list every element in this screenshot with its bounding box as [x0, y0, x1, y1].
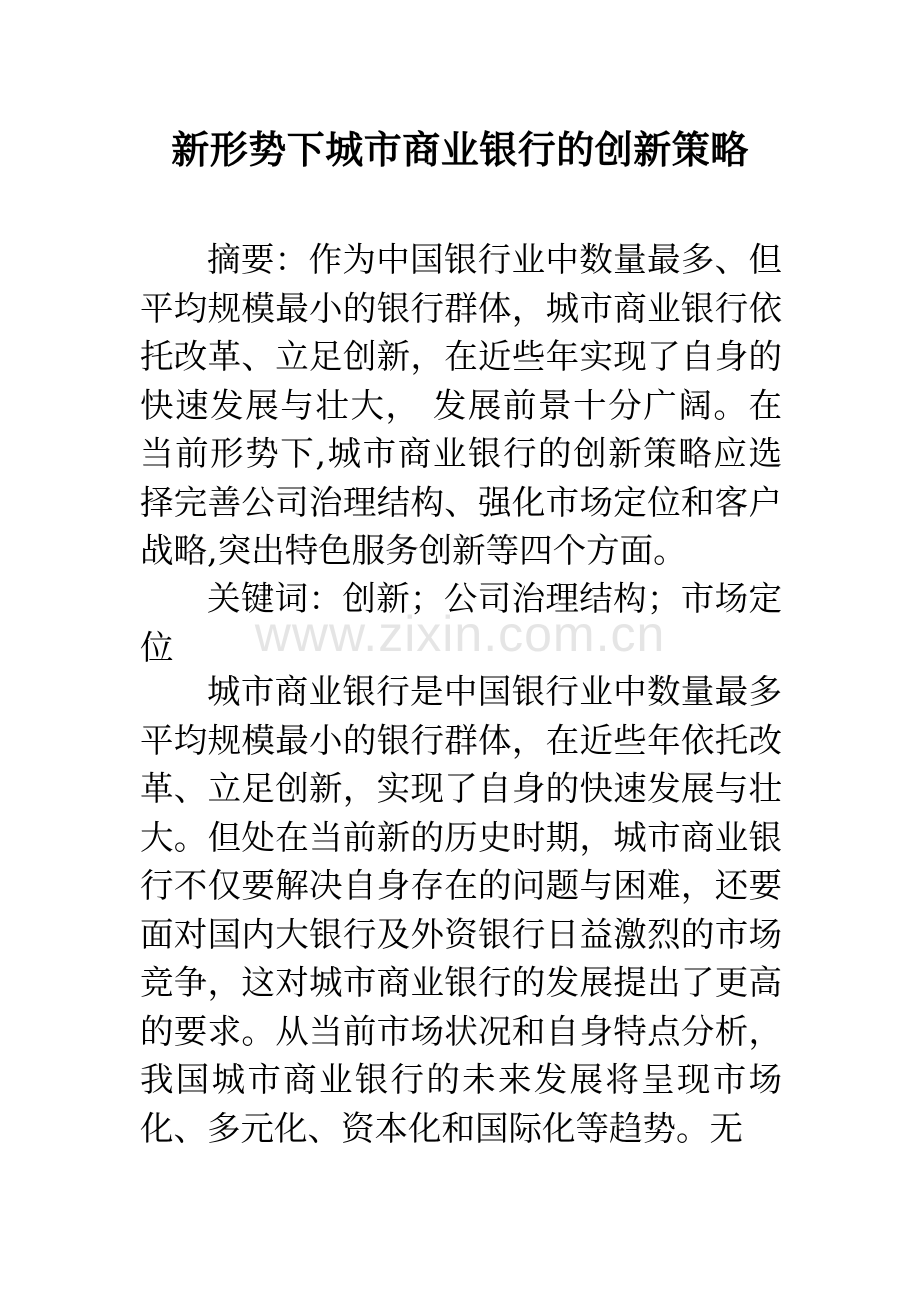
keywords-paragraph: 关键词：创新；公司治理结构；市场定位	[140, 579, 782, 667]
document-title: 新形势下城市商业银行的创新策略	[171, 127, 749, 172]
keywords-section	[140, 575, 782, 672]
abstract-section	[140, 236, 782, 576]
abstract-paragraph: 摘要：作为中国银行业中数量最多、但平均规模最小的银行群体，城市商业银行依托改革、立足创新，在近些年实现了自身的快速发展与壮大， 发展前景十分广阔。在当前形势下,城市商业银行的创新策略应选择完善公司治理结构、强化市场定位和客户战略,突出特色服务创新等四个方面。	[140, 240, 782, 570]
main-body-section	[140, 668, 782, 1153]
watermark-text: www.zixin.com.cn	[254, 606, 666, 662]
body-paragraph: 城市商业银行是中国银行业中数量最多平均规模最小的银行群体，在近些年依托改革、立足创新，实现了自身的快速发展与壮大。但处在当前新的历史时期，城市商业银行不仅要解决自身存在的问题与困难，还要面对国内大银行及外资银行日益激烈的市场竞争，这对城市商业银行的发展提出了更高的要求。从当前市场状况和自身特点分析，我国城市商业银行的未来发展将呈现市场化、多元化、资本化和国际化等趋势。无	[140, 672, 782, 1148]
